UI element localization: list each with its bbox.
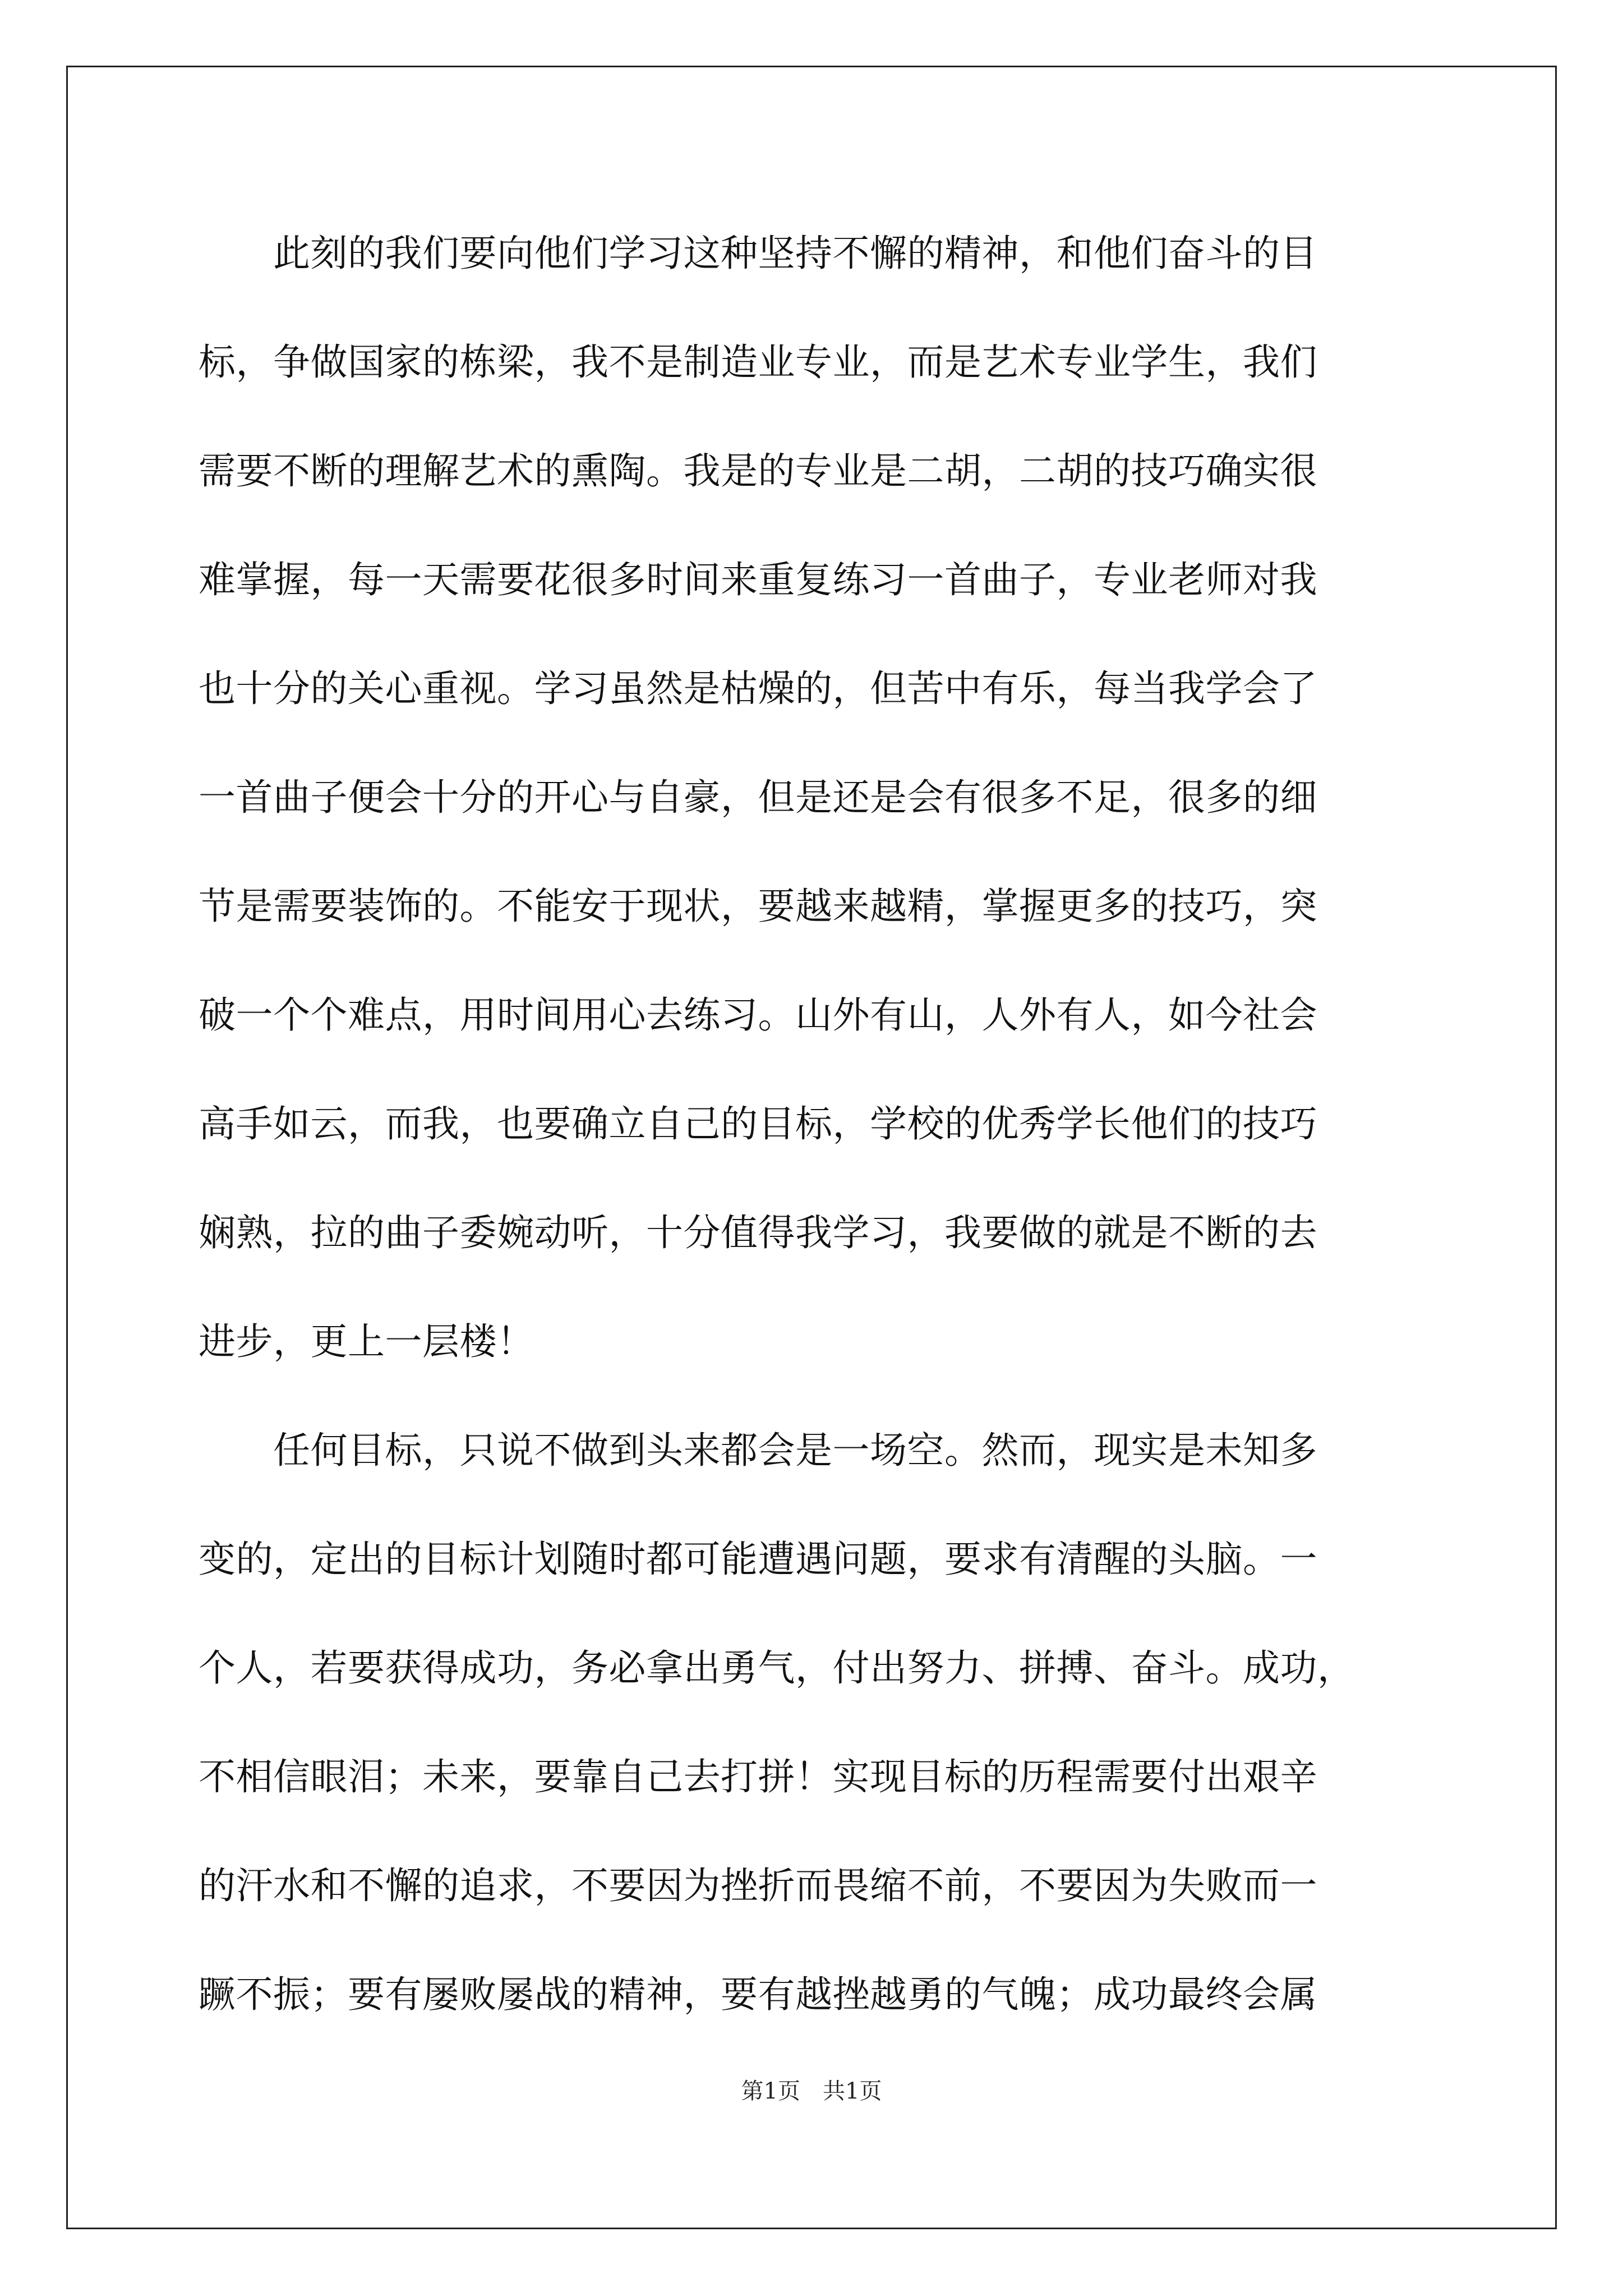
- paragraph-line: 难掌握，每一天需要花很多时间来重复练习一首曲子，专业老师对我: [199, 558, 1317, 601]
- paragraph-line: 高手如云，而我，也要确立自己的目标，学校的优秀学长他们的技巧: [199, 1102, 1317, 1145]
- paragraph-line: 一首曲子便会十分的开心与自豪，但是还是会有很多不足，很多的细: [199, 776, 1317, 819]
- paragraph-line: 不相信眼泪；未来，要靠自己去打拼！实现目标的历程需要付出艰辛: [199, 1755, 1317, 1798]
- paragraph-line: 节是需要装饰的。不能安于现状，要越来越精，掌握更多的技巧，突: [199, 885, 1317, 928]
- paragraph-line: 需要不断的理解艺术的熏陶。我是的专业是二胡，二胡的技巧确实很: [199, 449, 1317, 493]
- paragraph-line: 也十分的关心重视。学习虽然是枯燥的，但苦中有乐，每当我学会了: [199, 667, 1317, 710]
- paragraph-line: 标，争做国家的栋梁，我不是制造业专业，而是艺术专业学生，我们: [199, 341, 1317, 384]
- paragraph-line: 变的，定出的目标计划随时都可能遭遇问题，要求有清醒的头脑。一: [199, 1538, 1317, 1581]
- paragraph-line: 任何目标，只说不做到头来都会是一场空。然而，现实是未知多: [199, 1429, 1317, 1472]
- paragraph-line: 此刻的我们要向他们学习这种坚持不懈的精神，和他们奋斗的目: [199, 232, 1317, 275]
- paragraph-line: 娴熟，拉的曲子委婉动听，十分值得我学习，我要做的就是不断的去: [199, 1211, 1317, 1254]
- paragraph-line: 进步，更上一层楼！: [199, 1320, 534, 1363]
- paragraph-line: 个人，若要获得成功，务必拿出勇气，付出努力、拼搏、奋斗。成功，: [199, 1646, 1355, 1690]
- paragraph-line: 破一个个难点，用时间用心去练习。山外有山，人外有人，如今社会: [199, 993, 1317, 1037]
- paragraph-line: 的汗水和不懈的追求，不要因为挫折而畏缩不前，不要因为失败而一: [199, 1864, 1317, 1907]
- page-number: 第1页 共1页: [741, 2078, 882, 2104]
- paragraph-line: 蹶不振；要有屡败屡战的精神，要有越挫越勇的气魄；成功最终会属: [199, 1973, 1317, 2016]
